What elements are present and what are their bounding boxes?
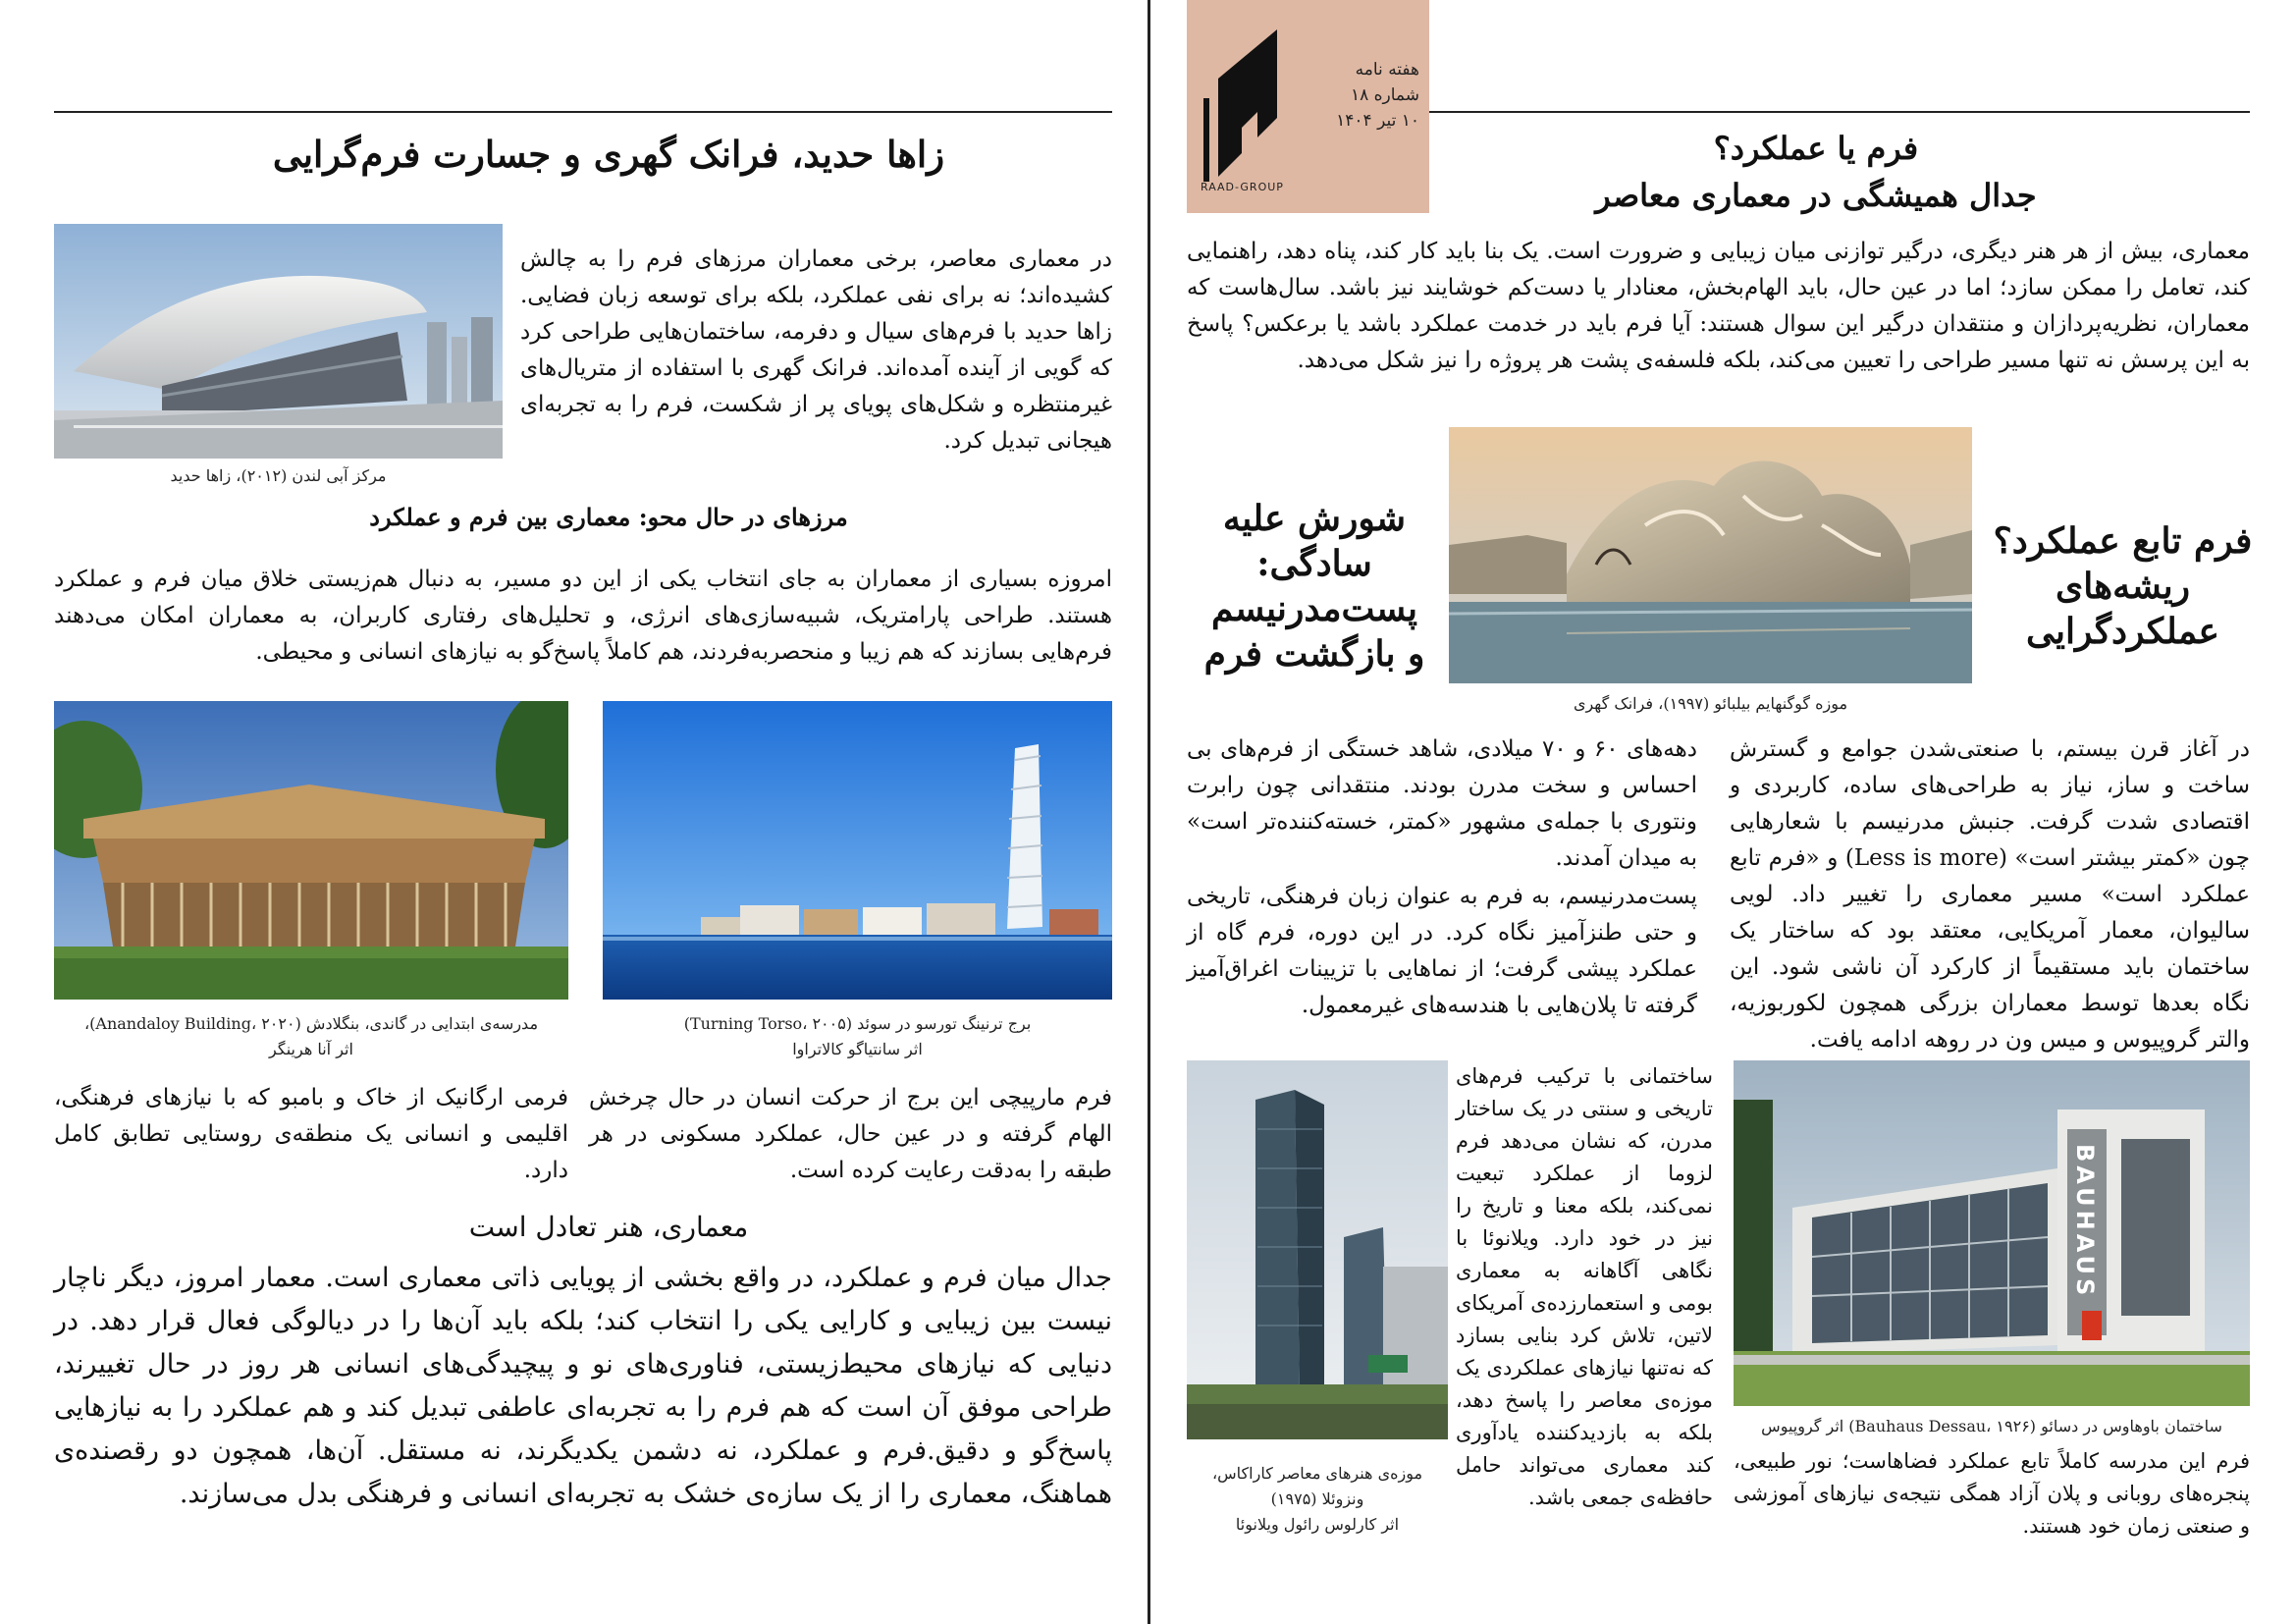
turning-torso-text: فرم مارپیچی این برج از حرکت انسان در حال چرخش الهام گرفته و در عین حال، عملکرد مسکونی در هر طبقه را به‌دقت رعایت کرده است. [589, 1085, 1112, 1183]
london-aquatics-image [54, 224, 503, 459]
issue-date: ۱۰ تیر ۱۴۰۴ [1336, 111, 1419, 131]
brand-name: RAAD-GROUP [1201, 181, 1284, 193]
anandaloy-text: فرمی ارگانیک از خاک و بامبو که با نیازهای فرهنگی، اقلیمی و انسانی یک منطقه‌ی روستایی تطابق کامل دارد. [54, 1085, 568, 1183]
caracas-caption-2: ونزوئلا (۱۹۷۵) [1270, 1489, 1364, 1508]
anandaloy-caption-2: اثر آنا هرینگر [269, 1040, 353, 1058]
right-intro-text: معماری، بیش از هر هنر دیگری، درگیر توازنی میان زیبایی و ضرورت است. یک بنا باید کار کند، پناه دهد، راهنمایی کند، تعامل را ممکن سازد؛ اما در عین حال، باید الهام‌بخش، معنادار یا دست‌کم خوشایند نیز باشد. سال‌هاست که معماران، نظریه‌پردازان و منتقدان درگیر این سوال هستند: آیا فرم باید در خدمت عملکرد باشد یا برعکس؟ پاسخ به این پرسش نه تنها مسیر طراحی را تعیین می‌کند، بلکه فلسفه‌ی پشت هر پروژه را نیز شکل می‌دهد. [1187, 239, 2250, 373]
turning-torso-caption-2: اثر سانتیاگو کالاتراوا [792, 1040, 923, 1058]
functionalism-heading [1983, 518, 2263, 654]
anandaloy-image [54, 701, 568, 1000]
right-title-2: جدال همیشگی در معماری معاصر [1595, 177, 2037, 214]
postmodernism-heading-2: پست‌مدرنیسم [1210, 588, 1417, 629]
caracas-museum-image [1187, 1060, 1448, 1439]
postmodernism-heading-1: شورش علیه سادگی: [1222, 498, 1407, 584]
caracas-text: ساختمانی با ترکیب فرم‌های تاریخی و سنتی در یک ساختار مدرن، که نشان می‌دهد فرم لزوما از عملکرد تبعیت نمی‌کند، بلکه معنا و تاریخ را نیز در خود دارد. ویلانوئا با نگاهی آگاهانه به معماری بومی و استعمارزده‌ی آمریکای لاتین، تلاش کرد بنایی بسازد که نه‌تنها نیازهای عملکردی یک موزه‌ی معاصر را پاسخ دهد، بلکه به بازدیدکننده یادآوری کند معماری می‌تواند حامل حافظه‌ی جمعی باشد. [1456, 1064, 1713, 1509]
closing-heading: معماری، هنر تعادل است [468, 1211, 749, 1243]
issue-type: هفته نامه [1355, 60, 1419, 80]
anandaloy-caption-1: مدرسه‌ی ابتدایی در گاندی، بنگلادش (Anandaloy Building، ۲۰۲۰)، [83, 1014, 539, 1033]
postmodernism-text-1: دهه‌های ۶۰ و ۷۰ میلادی، شاهد خستگی از فرم‌های بی احساس و سخت مدرن بودند. منتقدانی چون رابرت ونتوری با جمله‌ی مشهور «کمتر، خسته‌کننده‌تر است» به میدان آمدند. [1187, 736, 1697, 871]
left-para-2: امروزه بسیاری از معماران به جای انتخاب یکی از این دو مسیر، به دنبال هم‌زیستی خلاق میان فرم و عملکرد هستند. طراحی پارامتریک، شبیه‌سازی‌های انرژی، و تحلیل‌های رفتاری کاربران، به معماران امکان می‌دهند فرم‌هایی بسازند که هم زیبا و منحصربه‌فردند، هم کاملاً پاسخ‌گو به نیازهای انسانی و محیطی. [54, 567, 1112, 665]
guggenheim-image [1449, 427, 1972, 683]
raad-logo-icon [1199, 20, 1297, 196]
turning-torso-image [603, 701, 1112, 1000]
functionalism-heading-1: فرم تابع عملکرد؟ [1993, 520, 2253, 562]
bauhaus-text: فرم این مدرسه کاملاً تابع عملکرد فضاهاست؛ نور طبیعی، پنجره‌های روبانی و پلان آزاد همگی نتیجه‌ی نیازهای آموزشی و صنعتی زمان خود هستند. [1734, 1449, 2250, 1538]
functionalism-text: در آغاز قرن بیستم، با صنعتی‌شدن جوامع و گسترش ساخت و ساز، نیاز به طراحی‌های ساده، کاربردی و اقتصادی شدت گرفت. جنبش مدرنیسم با شعارهایی چون «کمتر بیشتر است» (Less is more) و «فرم تابع عملکرد است» مسیر معماری را تغییر داد. لویی سالیوان، معمار آمریکایی، معتقد بود که ساختار یک ساختمان باید مستقیماً از کارکرد آن ناشی شود. این نگاه بعدها توسط معماران بزرگی همچون لکوربوزیه، والتر گروپیوس و میس ون در روهه ادامه یافت. [1730, 736, 2250, 1053]
left-page-title: زاها حدید، فرانک گهری و جسارت فرم‌گرایی [272, 133, 945, 176]
london-aquatics-caption: مرکز آبی لندن (۲۰۱۲)، زاها حدید [170, 466, 387, 485]
left-subhead: مرزهای در حال محو: معماری بین فرم و عملکرد [369, 503, 848, 531]
caracas-caption-1: موزه‌ی هنرهای معاصر کاراکاس، [1211, 1464, 1423, 1483]
guggenheim-caption: موزه گوگنهایم بیلبائو (۱۹۹۷)، فرانک گهری [1573, 694, 1848, 713]
turning-torso-caption-1: برج ترنینگ تورسو در سوئد (Turning Torso، ۲۰۰۵) [683, 1014, 1032, 1033]
newsletter-logo [1187, 0, 1429, 213]
bauhaus-sign: BAUHAUS [2071, 1144, 2099, 1300]
postmodernism-heading-3: و بازگشت فرم [1203, 633, 1425, 675]
bauhaus-caption: ساختمان باوهاوس در دسائو (Bauhaus Dessau، ۱۹۲۶) اثر گروپیوس [1761, 1417, 2222, 1435]
functionalism-heading-2: ریشه‌های عملکردگرایی [2025, 566, 2219, 652]
caracas-caption-3: اثر کارلوس رائول ویلانوئا [1235, 1515, 1400, 1534]
postmodernism-text-2: پست‌مدرنیسم، به فرم به عنوان زبان فرهنگی، تاریخی و حتی طنزآمیز نگاه کرد. در این دوره، فرم گاه از عملکرد پیشی گرفت؛ از نماهایی با تزیینات اغراق‌آمیز گرفته تا پلان‌هایی با هندسه‌های غیرمعمول. [1187, 884, 1697, 1018]
postmodernism-heading [1187, 496, 1442, 677]
left-intro-text: در معماری معاصر، برخی معماران مرزهای فرم را به چالش کشیده‌اند؛ نه برای نفی عملکرد، بلکه برای توسعه زبان فضایی. زاها حدید با فرم‌های سیال و دفرمه، ساختمان‌هایی طراحی کرد که گویی از آینده آمده‌اند. فرانک گهری با استفاده از متریال‌های غیرمنتظره و شکل‌های پویای پر از شکست، فرم را به تجربه‌ای هیجانی تبدیل کرد. [520, 246, 1112, 454]
left-top-rule [54, 111, 1112, 113]
right-title-1: فرم یا عملکرد؟ [1713, 130, 1919, 167]
closing-text: جدال میان فرم و عملکرد، در واقع بخشی از پویایی ذاتی معماری است. معمار امروز، دیگر ناچار نیست بین زیبایی و کارایی یکی را انتخاب کند؛ بلکه باید آن‌ها را در دیالوگی فعال قرار دهد. در دنیایی که نیازهای محیط‌زیستی، فناوری‌های نو و پیچیدگی‌های انسانی هر روز در حال تغییرند، طراحی موفق آن است که هم فرم را به تجربه‌ای عاطفی تبدیل کند و هم عملکرد را به نیازهایی پاسخ‌گو و دقیق.فرم و عملکرد، نه دشمن یکدیگرند، نه مستقل. آن‌ها، همچون دو رقصنده‌ی هماهنگ، معماری را از یک سازه‌ی خشک به تجربه‌ای انسانی و فرهنگی بدل می‌سازند. [54, 1263, 1112, 1509]
bauhaus-image [1734, 1060, 2250, 1406]
page-divider [1148, 0, 1150, 1624]
caracas-caption [1187, 1461, 1448, 1538]
issue-number: شماره ۱۸ [1350, 85, 1419, 105]
